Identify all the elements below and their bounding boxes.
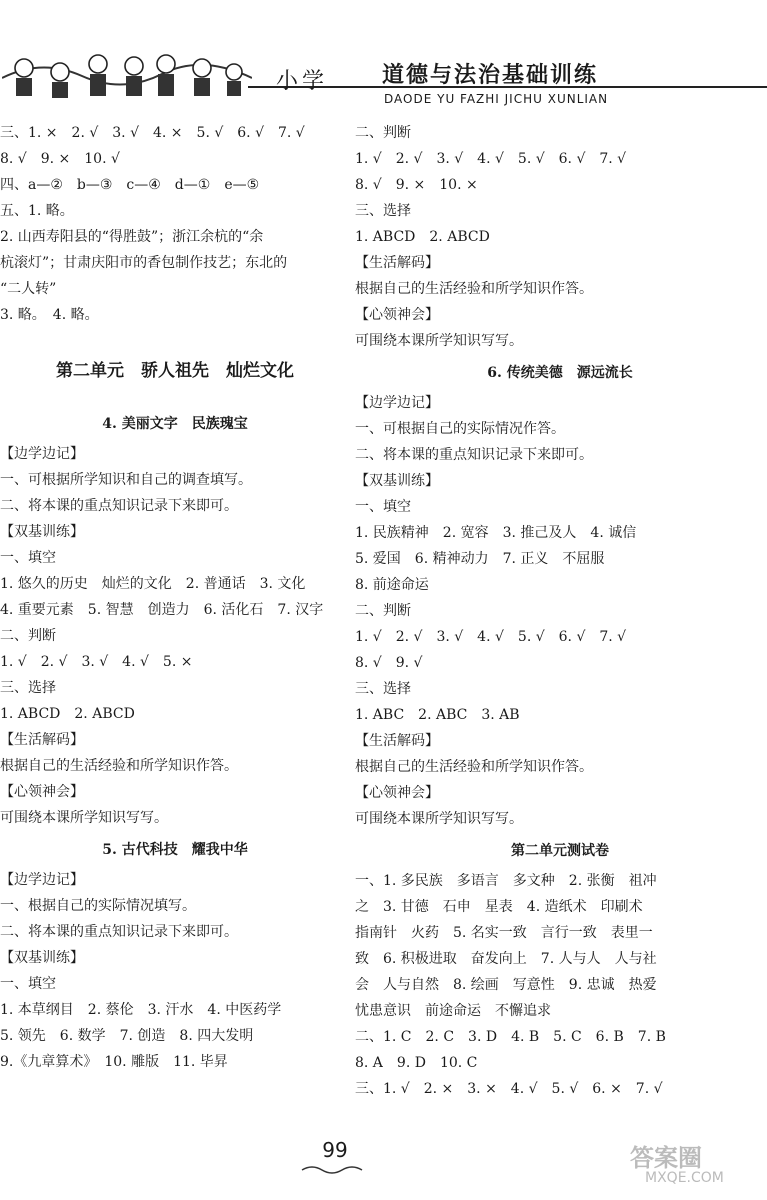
answer-line: 三、1. × 2. √ 3. √ 4. × 5. √ 6. √ 7. √: [0, 125, 305, 141]
answer-line: 1. ABCD 2. ABCD: [0, 706, 135, 722]
page-number-ornament: [300, 1164, 370, 1176]
answer-line: 杭滚灯”；甘肃庆阳市的香包制作技艺；东北的: [0, 255, 288, 271]
answer-line: 8. A 9. D 10. C: [355, 1055, 478, 1071]
answer-line: 1. 民族精神 2. 宽容 3. 推己及人 4. 诚信: [355, 525, 637, 541]
answer-line: 1. 悠久的历史 灿烂的文化 2. 普通话 3. 文化: [0, 576, 306, 592]
answer-line: 根据自己的生活经验和所学知识作答。: [0, 758, 238, 774]
answer-line: 三、选择: [355, 203, 411, 219]
answer-line: 【双基训练】: [355, 473, 439, 489]
right-column: [355, 120, 765, 1102]
answer-line: 【边学边记】: [355, 395, 439, 411]
answer-line: 指南针 火药 5. 名实一致 言行一致 表里一: [355, 925, 653, 941]
answer-line: 1. √ 2. √ 3. √ 4. √ 5. √ 6. √ 7. √: [355, 629, 627, 645]
answer-line: 一、根据自己的实际情况填写。: [0, 898, 196, 914]
answer-line: 一、1. 多民族 多语言 多文种 2. 张衡 祖冲: [355, 873, 657, 889]
answer-line: 3. 略。 4. 略。: [0, 307, 99, 323]
answer-line: 4. 重要元素 5. 智慧 创造力 6. 活化石 7. 汉字: [0, 602, 324, 618]
answer-line: 二、判断: [0, 628, 56, 644]
answer-line: 8. √ 9. × 10. ×: [355, 177, 478, 193]
answer-line: 【边学边记】: [0, 446, 84, 462]
answer-line: 二、将本课的重点知识记录下来即可。: [0, 498, 238, 514]
answer-line: 1. ABCD 2. ABCD: [355, 229, 490, 245]
answer-line: 忧患意识 前途命运 不懈追求: [355, 1003, 551, 1019]
answer-line: 一、填空: [0, 976, 56, 992]
answer-line: 致 6. 积极进取 奋发向上 7. 人与人 人与社: [355, 951, 657, 967]
watermark-logo: 答案圈: [630, 1144, 702, 1172]
answer-line: 9.《九章算术》 10. 雕版 11. 毕昇: [0, 1054, 228, 1070]
answer-line: 【心领神会】: [355, 785, 439, 801]
lesson-title: 5. 古代科技 耀我中华: [102, 842, 248, 858]
answer-line: 一、可根据自己的实际情况作答。: [355, 421, 565, 437]
answer-line: 一、填空: [355, 499, 411, 515]
lesson-title: 6. 传统美德 源远流长: [487, 365, 633, 381]
answer-line: 根据自己的生活经验和所学知识作答。: [355, 281, 593, 297]
answer-line: 【生活解码】: [0, 732, 84, 748]
answer-line: 5. 爱国 6. 精神动力 7. 正义 不屈服: [355, 551, 605, 567]
answer-line: 四、a—② b—③ c—④ d—① e—⑤: [0, 177, 260, 193]
answer-line: 【双基训练】: [0, 950, 84, 966]
answer-line: 可围绕本课所学知识写写。: [0, 810, 168, 826]
answer-line: 会 人与自然 8. 绘画 写意性 9. 忠诚 热爱: [355, 977, 657, 993]
answer-line: 1. √ 2. √ 3. √ 4. √ 5. √ 6. √ 7. √: [355, 151, 627, 167]
answer-line: 之 3. 甘德 石申 星表 4. 造纸术 印刷术: [355, 899, 643, 915]
test-title: 第二单元测试卷: [511, 843, 609, 859]
answer-line: 【心领神会】: [0, 784, 84, 800]
lesson-title: 4. 美丽文字 民族瑰宝: [102, 416, 248, 432]
children-illustration: [2, 48, 252, 100]
answer-line: 8. √ 9. × 10. √: [0, 151, 120, 167]
unit-title: 第二单元 骄人祖先 灿烂文化: [56, 361, 294, 381]
answer-line: 1. 本草纲目 2. 蔡伦 3. 汗水 4. 中医药学: [0, 1002, 282, 1018]
answer-line: 8. √ 9. √: [355, 655, 423, 671]
answer-line: 8. 前途命运: [355, 577, 429, 593]
answer-line: 【生活解码】: [355, 255, 439, 271]
answer-line: 【双基训练】: [0, 524, 84, 540]
answer-line: 【生活解码】: [355, 733, 439, 749]
answer-line: 1. ABC 2. ABC 3. AB: [355, 707, 520, 723]
answer-line: 一、填空: [0, 550, 56, 566]
brand-prefix: 小学: [276, 69, 329, 94]
answer-line: 三、选择: [355, 681, 411, 697]
answer-line: 根据自己的生活经验和所学知识作答。: [355, 759, 593, 775]
answer-line: 二、判断: [355, 125, 411, 141]
answer-line: 一、可根据所学知识和自己的调查填写。: [0, 472, 252, 488]
answer-line: 2. 山西寿阳县的“得胜鼓”；浙江余杭的“余: [0, 229, 264, 245]
answer-line: 5. 领先 6. 数学 7. 创造 8. 四大发明: [0, 1028, 254, 1044]
answer-line: 二、将本课的重点知识记录下来即可。: [0, 924, 238, 940]
answer-line: 三、选择: [0, 680, 56, 696]
watermark-url: MXQE.COM: [645, 1170, 724, 1186]
left-column: [0, 120, 350, 1075]
page-header: [0, 0, 767, 115]
answer-line: 二、将本课的重点知识记录下来即可。: [355, 447, 593, 463]
page-footer: [0, 1130, 767, 1200]
answer-line: “二人转”: [0, 281, 57, 297]
answer-line: 可围绕本课所学知识写写。: [355, 333, 523, 349]
answer-line: 二、1. C 2. C 3. D 4. B 5. C 6. B 7. B: [355, 1029, 666, 1045]
answer-line: 1. √ 2. √ 3. √ 4. √ 5. ×: [0, 654, 193, 670]
page-number: 99: [322, 1138, 348, 1162]
answer-line: 三、1. √ 2. × 3. × 4. √ 5. √ 6. × 7. √: [355, 1081, 663, 1097]
answer-line: 五、1. 略。: [0, 203, 74, 219]
answer-line: 二、判断: [355, 603, 411, 619]
brand-pinyin: DAODE YU FAZHI JICHU XUNLIAN: [384, 92, 609, 106]
answer-line: 【心领神会】: [355, 307, 439, 323]
answer-line: 可围绕本课所学知识写写。: [355, 811, 523, 827]
answer-line: 【边学边记】: [0, 872, 84, 888]
brand-title: 道德与法治基础训练: [382, 62, 599, 88]
